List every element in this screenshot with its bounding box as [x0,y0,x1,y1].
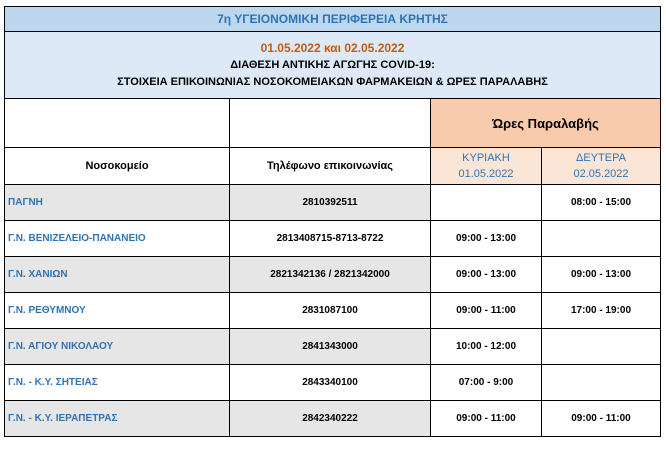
monday-hours [542,221,661,257]
monday-hours: 09:00 - 11:00 [542,401,661,437]
phone-number: 2810392511 [230,185,431,221]
monday-column-header [542,148,661,185]
subtitle-row [5,32,661,99]
sunday-hours: 07:00 - 9:00 [431,365,542,401]
hospital-name: Γ.Ν. ΡΕΘΥΜΝΟΥ [5,293,230,329]
hours-header-row [5,99,661,148]
subtitle-line-2: ΣΤΟΙΧΕΙΑ ΕΠΙΚΟΙΝΩΝΙΑΣ ΝΟΣΟΚΟΜΕΙΑΚΩΝ ΦΑΡΜΑΚΕΙΩΝ & ΩΡΕΣ ΠΑΡΑΛΑΒΗΣ [117,75,548,88]
sunday-hours: 09:00 - 13:00 [431,257,542,293]
title-row [5,7,661,32]
table-row [5,221,661,257]
sunday-hours: 09:00 - 11:00 [431,401,542,437]
sunday-hours: 10:00 - 12:00 [431,329,542,365]
phone-number: 2841343000 [230,329,431,365]
hospital-name: Γ.Ν. - Κ.Υ. ΙΕΡΑΠΕΤΡΑΣ [5,401,230,437]
phone-number: 2843340100 [230,365,431,401]
monday-hours: 17:00 - 19:00 [542,293,661,329]
monday-hours: 08:00 - 15:00 [542,185,661,221]
hospital-name: Γ.Ν. ΑΓΙΟΥ ΝΙΚΟΛΑΟΥ [5,329,230,365]
table-row [5,293,661,329]
monday-hours: 09:00 - 13:00 [542,257,661,293]
empty-cell [5,99,230,148]
hospital-name: ΠΑΓΝΗ [5,185,230,221]
empty-cell [230,99,431,148]
monday-hours [542,329,661,365]
subtitle-cell [5,32,661,99]
table-row [5,365,661,401]
hours-header: Ώρες Παραλαβής [431,99,661,148]
table-row [5,401,661,437]
region-title: 7η ΥΓΕΙΟΝΟΜΙΚΗ ΠΕΡΙΦΕΡΕΙΑ ΚΡΗΤΗΣ [5,7,661,32]
phone-number: 2842340222 [230,401,431,437]
hospital-name: Γ.Ν. ΧΑΝΙΩΝ [5,257,230,293]
subtitle-line-1: ΔΙΑΘΕΣΗ ΑΝΤΙΚΗΣ ΑΓΩΓΗΣ COVID-19: [230,58,435,71]
sunday-date: 01.05.2022 [458,168,514,180]
table-row [5,257,661,293]
pharmacy-hours-table [4,6,661,437]
sunday-hours: 09:00 - 13:00 [431,221,542,257]
phone-number: 2821342136 / 2821342000 [230,257,431,293]
phone-number: 2813408715-8713-8722 [230,221,431,257]
hospital-name: Γ.Ν. - Κ.Υ. ΣΗΤΕΙΑΣ [5,365,230,401]
hospital-column-header: Νοσοκομείο [5,148,230,185]
sunday-hours: 09:00 - 11:00 [431,293,542,329]
hospital-name: Γ.Ν. ΒΕΝΙΖΕΛΕΙΟ-ΠΑΝΑΝΕΙΟ [5,221,230,257]
monday-name: ΔΕΥΤΕΡΑ [576,152,626,164]
dates-line: 01.05.2022 και 02.05.2022 [260,40,405,55]
sunday-hours [431,185,542,221]
column-header-row [5,148,661,185]
sunday-column-header [431,148,542,185]
table-row [5,185,661,221]
spreadsheet [4,6,660,437]
phone-number: 2831087100 [230,293,431,329]
phone-column-header: Τηλέφωνο επικοινωνίας [230,148,431,185]
monday-date: 02.05.2022 [573,168,629,180]
table-row [5,329,661,365]
sunday-name: ΚΥΡΙΑΚΗ [462,152,510,164]
monday-hours [542,365,661,401]
